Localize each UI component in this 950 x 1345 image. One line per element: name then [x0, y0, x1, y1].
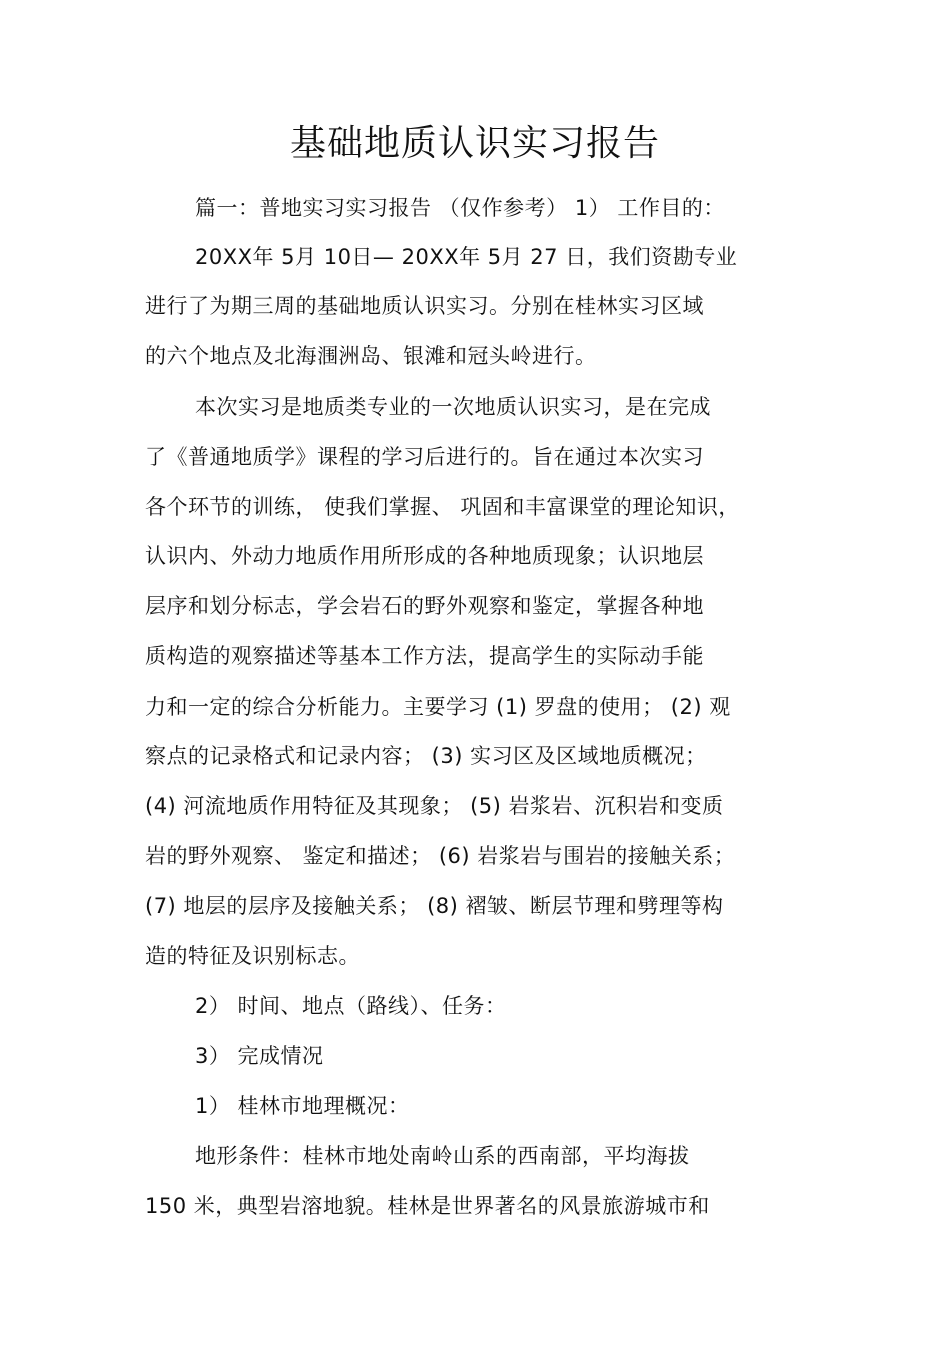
text-line: 3） 完成情况	[195, 1044, 324, 1068]
text-line: 本次实习是地质类专业的一次地质认识实习，是在完成	[195, 395, 711, 419]
document-title: 基础地质认识实习报告	[289, 123, 660, 164]
text-line: 20XX年 5月 10日— 20XX年 5月 27 日，我们资勘专业	[195, 245, 738, 269]
text-line: 150 米，典型岩溶地貌。桂林是世界著名的风景旅游城市和	[145, 1194, 710, 1218]
text-line: 篇一：普地实习实习报告 （仅作参考） 1） 工作目的：	[195, 196, 725, 220]
text-line: 认识内、外动力地质作用所形成的各种地质现象；认识地层	[145, 544, 704, 568]
text-line: (4) 河流地质作用特征及其现象； (5) 岩浆岩、沉积岩和变质	[145, 794, 724, 818]
text-line: 力和一定的综合分析能力。主要学习 (1) 罗盘的使用； (2) 观	[145, 695, 731, 719]
text-line: 了《普通地质学》课程的学习后进行的。旨在通过本次实习	[145, 445, 704, 469]
text-line: 的六个地点及北海涠洲岛、银滩和冠头岭进行。	[145, 344, 597, 368]
text-line: 2） 时间、地点（路线）、任务：	[195, 994, 507, 1018]
text-line: 察点的记录格式和记录内容； (3) 实习区及区域地质概况；	[145, 744, 707, 768]
text-line: 质构造的观察描述等基本工作方法，提高学生的实际动手能	[145, 644, 704, 668]
text-line: 地形条件：桂林市地处南岭山系的西南部，平均海拔	[195, 1144, 690, 1168]
text-line: 岩的野外观察、 鉴定和描述； (6) 岩浆岩与围岩的接触关系；	[145, 844, 736, 868]
text-line: 各个环节的训练， 使我们掌握、 巩固和丰富课堂的理论知识，	[145, 495, 740, 519]
text-line: 1） 桂林市地理概况：	[195, 1094, 410, 1118]
text-line: (7) 地层的层序及接触关系； (8) 褶皱、断层节理和劈理等构	[145, 894, 724, 918]
text-line: 进行了为期三周的基础地质认识实习。分别在桂林实习区域	[145, 294, 704, 318]
text-line: 层序和划分标志，学会岩石的野外观察和鉴定，掌握各种地	[145, 594, 704, 618]
text-line: 造的特征及识别标志。	[145, 944, 360, 968]
